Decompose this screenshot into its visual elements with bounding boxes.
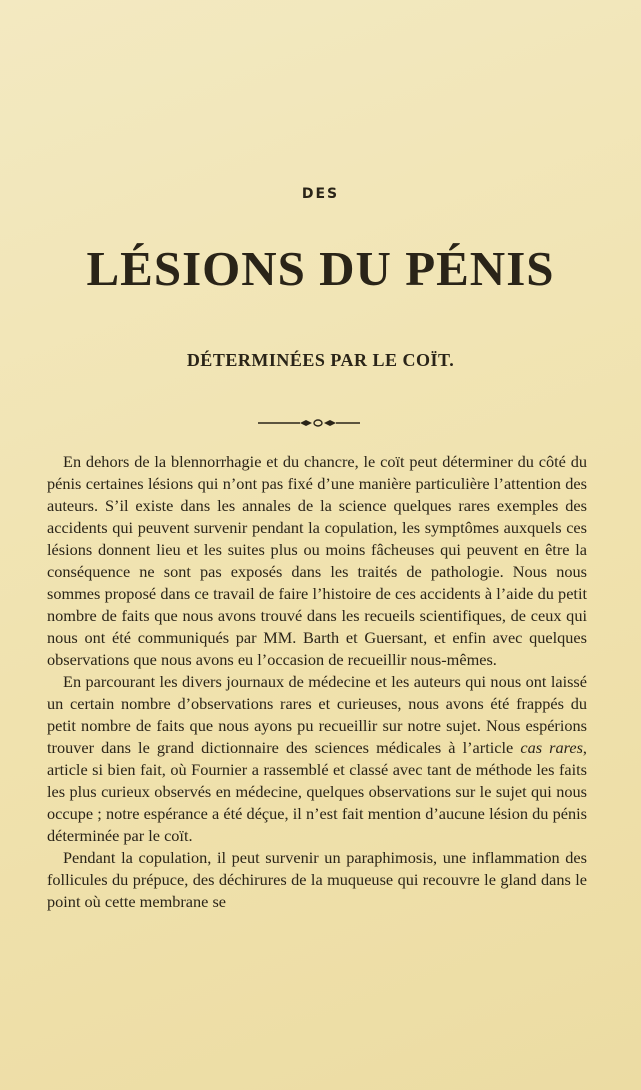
italic-term: cas rares [520, 738, 583, 757]
paragraph-3: Pendant la copulation, il peut survenir un paraphimosis, une inflammation des follicules du prépuce, des déchirures de la muqueuse qui recouvre le gland dans le point où cette membrane se [47, 848, 587, 911]
paragraph-2 [47, 671, 587, 847]
small-title: DES [301, 186, 340, 202]
main-title: LÉSIONS DU PÉNIS [86, 241, 555, 296]
paragraph-1: En dehors de la blennorrhagie et du chancre, le coït peut déterminer du côté du pénis certaines lésions qui n’ont pas fixé d’une manière particulière l’attention des auteurs. S’il existe dans les annales de la science quelques rares exemples des accidents qui peuvent survenir pendant la copulation, les symptômes auxquels ces lésions donnent lieu et les suites plus ou moins fâcheuses qui peuvent en être la conséquence ne sont pas exposés dans les traités de pathologie. Nous nous sommes proposé dans ce travail de faire l’histoire de ces accidents à l’aide du petit nombre de faits que nous avons trouvé dans les recueils scientifiques, de ceux qui nous ont été communiqués par MM. Barth et Guersant, et enfin avec quelques observations que nous avons eu l’occasion de recueillir nous-mêmes. [47, 452, 587, 669]
subtitle: DÉTERMINÉES PAR LE COÏT. [186, 350, 455, 370]
dash-diamond-dash-ornament-icon [0, 416, 641, 430]
paragraph-2-end: , article si bien fait, où Fournier a rassemblé et classé avec tant de méthode les faits les plus curieux observés en médecine, quelques observations sur le sujet qui nous occupe ; notre espérance a été déçue, il n’est fait mention d’aucune lésion du pénis déterminée par le coït. [47, 738, 587, 845]
body-text [47, 451, 587, 913]
paragraph-2-start: En parcourant les divers journaux de médecine et les auteurs qui nous ont laissé un certain nombre d’observations rares et curieuses, nous avons été frappés du petit nombre de faits que nous ayons pu recueillir sur notre sujet. Nous espérions trouver dans le grand dictionnaire des sciences médicales à l’article [47, 672, 587, 757]
